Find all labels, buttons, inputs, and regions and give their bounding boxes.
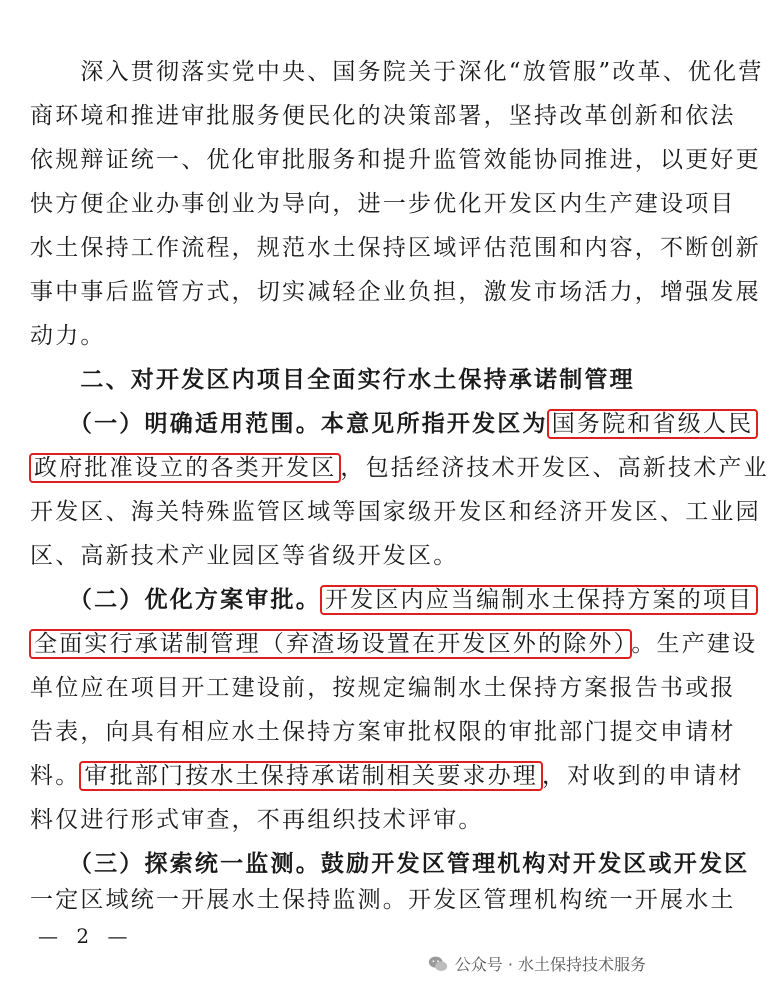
text-span: （二）优化方案审批。	[30, 586, 321, 613]
page-number: — 2 —	[38, 924, 134, 948]
text-line: 深入贯彻落实党中央、国务院关于深化“放管服”改革、优化营	[30, 59, 764, 85]
text-line: 依规辩证统一、优化审批服务和提升监管效能协同推进，以更好更	[30, 147, 761, 173]
text-line	[30, 452, 769, 484]
watermark-text: 公众号 · 水土保持技术服务	[454, 955, 646, 974]
text-line	[30, 760, 744, 792]
text-line	[30, 584, 757, 616]
text-line: 开发区、海关特殊监管区域等国家级开发区和经济开发区、工业园	[30, 499, 761, 525]
text-span: （一）明确适用范围。本意见所指开发区为	[30, 410, 548, 437]
text-line: 区、高新技术产业园区等省级开发区。	[30, 543, 459, 569]
text-line	[30, 628, 757, 660]
text-line: 一定区域统一开展水土保持监测。开发区管理机构统一开展水土	[30, 887, 736, 913]
text-span: 料。	[30, 763, 81, 789]
watermark	[427, 952, 646, 975]
text-line: 动力。	[30, 323, 106, 349]
highlight-box: 国务院和省级人民	[547, 409, 759, 439]
text-line: 事中事后监管方式，切实减轻企业负担，激发市场活力，增强发展	[30, 279, 761, 305]
text-span: ，包括经济技术开发区、高新技术产业	[340, 455, 769, 481]
text-line: 快方便企业办事创业为导向，进一步优化开发区内生产建设项目	[30, 191, 736, 217]
section-heading: 二、对开发区内项目全面实行水土保持承诺制管理	[30, 366, 635, 393]
text-line: 商环境和推进审批服务便民化的决策部署，坚持改革创新和依法	[30, 103, 736, 129]
text-line: 单位应在项目开工建设前，按规定编制水土保持方案报告书或报	[30, 675, 736, 701]
highlight-box: 全面实行承诺制管理（弃渣场设置在开发区外的除外）	[29, 629, 632, 659]
text-line: 水土保持工作流程，规范水土保持区域评估范围和内容，不断创新	[30, 235, 761, 261]
text-line: 告表，向具有相应水土保持方案审批权限的审批部门提交申请材	[30, 719, 736, 745]
text-line: 料仅进行形式审查，不再组织技术评审。	[30, 807, 484, 833]
text-span: ，对收到的申请材	[542, 763, 744, 789]
highlight-box: 审批部门按水土保持承诺制相关要求办理	[79, 761, 543, 791]
highlight-box: 政府批准设立的各类开发区	[29, 453, 341, 483]
text-line: （三）探索统一监测。鼓励开发区管理机构对开发区或开发区	[30, 850, 750, 877]
text-line	[30, 408, 757, 440]
wechat-icon	[427, 953, 449, 975]
text-span: 。生产建设	[631, 631, 758, 657]
highlight-box: 开发区内应当编制水土保持方案的项目	[320, 585, 758, 615]
